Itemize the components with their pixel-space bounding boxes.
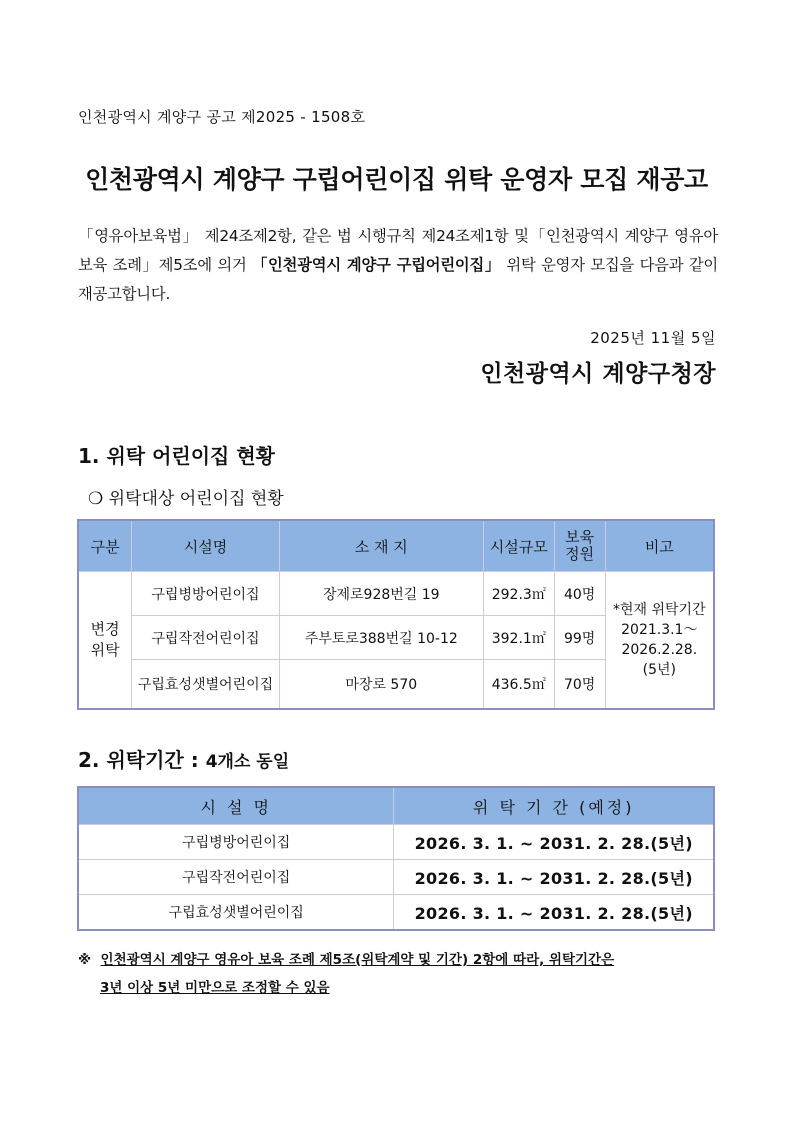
facility-name: 구립작전어린이집 — [132, 616, 279, 660]
facility-address: 마장로 570 — [279, 660, 483, 710]
reference-mark-icon: ※ — [78, 952, 92, 968]
facility-size: 436.5㎡ — [483, 660, 554, 710]
remark-line: 2026.2.28. — [621, 642, 698, 658]
footnote-text: 3년 이상 5년 미만으로 조정할 수 있음 — [100, 980, 330, 996]
table-header-row — [78, 520, 714, 572]
header-category: 구분 — [78, 520, 132, 572]
contract-period: 2026. 3. 1. ~ 2031. 2. 28.(5년) — [394, 860, 714, 895]
facility-name: 구립병방어린이집 — [78, 825, 394, 860]
facility-capacity: 70명 — [554, 660, 605, 710]
header-facility-name: 시 설 명 — [78, 787, 394, 825]
intro-paragraph — [78, 222, 718, 309]
intro-bold-text: 「인천광역시 계양구 구립어린이집」 — [252, 256, 501, 274]
table-row — [78, 572, 714, 616]
notice-date: 2025년 11월 5일 — [590, 329, 716, 347]
section2-title-text: 2. 위탁기간 : — [78, 748, 206, 772]
table-row — [78, 895, 714, 931]
facility-size: 392.1㎡ — [483, 616, 554, 660]
section2-title — [78, 744, 289, 773]
facility-status-table — [77, 519, 715, 710]
facility-capacity: 99명 — [554, 616, 605, 660]
section1-bullet: ❍ 위탁대상 어린이집 현황 — [88, 489, 284, 509]
section2-subtitle: 4개소 동일 — [205, 752, 290, 772]
intro-text-1: 「영유아보육법」 제24조제2항, 같은 법 시행규칙 제24조제1항 및「인천광역시 계양구 영유아 보육 조례」제5조에 의거 — [78, 227, 718, 274]
page-title: 인천광역시 계양구 구립어린이집 위탁 운영자 모집 재공고 — [85, 165, 708, 194]
facility-name: 구립작전어린이집 — [78, 860, 394, 895]
table-row — [78, 825, 714, 860]
header-period: 위 탁 기 간 (예정) — [394, 787, 714, 825]
footnote-text: 인천광역시 계양구 영유아 보육 조례 제5조(위탁계약 및 기간) 2항에 따라, 위탁기간은 — [100, 952, 615, 968]
footnote — [78, 946, 718, 1002]
remark-line: 2021.3.1～ — [621, 622, 698, 638]
intro-text-2: 위탁 운영자 모집을 다음과 같이 재공고합니다. — [78, 256, 718, 303]
section1-title: 1. 위탁 어린이집 현황 — [78, 444, 275, 468]
facility-name: 구립병방어린이집 — [132, 572, 279, 616]
header-remark: 비고 — [605, 520, 714, 572]
header-size: 시설규모 — [483, 520, 554, 572]
footnote-line — [78, 974, 718, 1002]
footnote-line — [78, 946, 718, 974]
header-capacity: 보육정원 — [554, 520, 605, 572]
category-cell — [78, 572, 132, 710]
issuer-name: 인천광역시 계양구청장 — [480, 361, 716, 387]
table-header-row — [78, 787, 714, 825]
facility-name: 구립효성샛별어린이집 — [78, 895, 394, 931]
contract-period: 2026. 3. 1. ~ 2031. 2. 28.(5년) — [394, 895, 714, 931]
category-line: 변경 — [90, 620, 120, 638]
table-row — [78, 860, 714, 895]
facility-size: 292.3㎡ — [483, 572, 554, 616]
facility-name: 구립효성샛별어린이집 — [132, 660, 279, 710]
facility-address: 장제로928번길 19 — [279, 572, 483, 616]
contract-period: 2026. 3. 1. ~ 2031. 2. 28.(5년) — [394, 825, 714, 860]
remark-line: (5년) — [642, 662, 676, 678]
header-facility-name: 시설명 — [132, 520, 279, 572]
remark-line: *현재 위탁기간 — [613, 602, 706, 618]
facility-capacity: 40명 — [554, 572, 605, 616]
header-location: 소 재 지 — [279, 520, 483, 572]
category-line: 위탁 — [90, 641, 120, 659]
notice-number: 인천광역시 계양구 공고 제2025 - 1508호 — [78, 108, 366, 126]
remark-cell — [605, 572, 714, 710]
contract-period-table — [77, 786, 715, 931]
facility-address: 주부토로388번길 10-12 — [279, 616, 483, 660]
